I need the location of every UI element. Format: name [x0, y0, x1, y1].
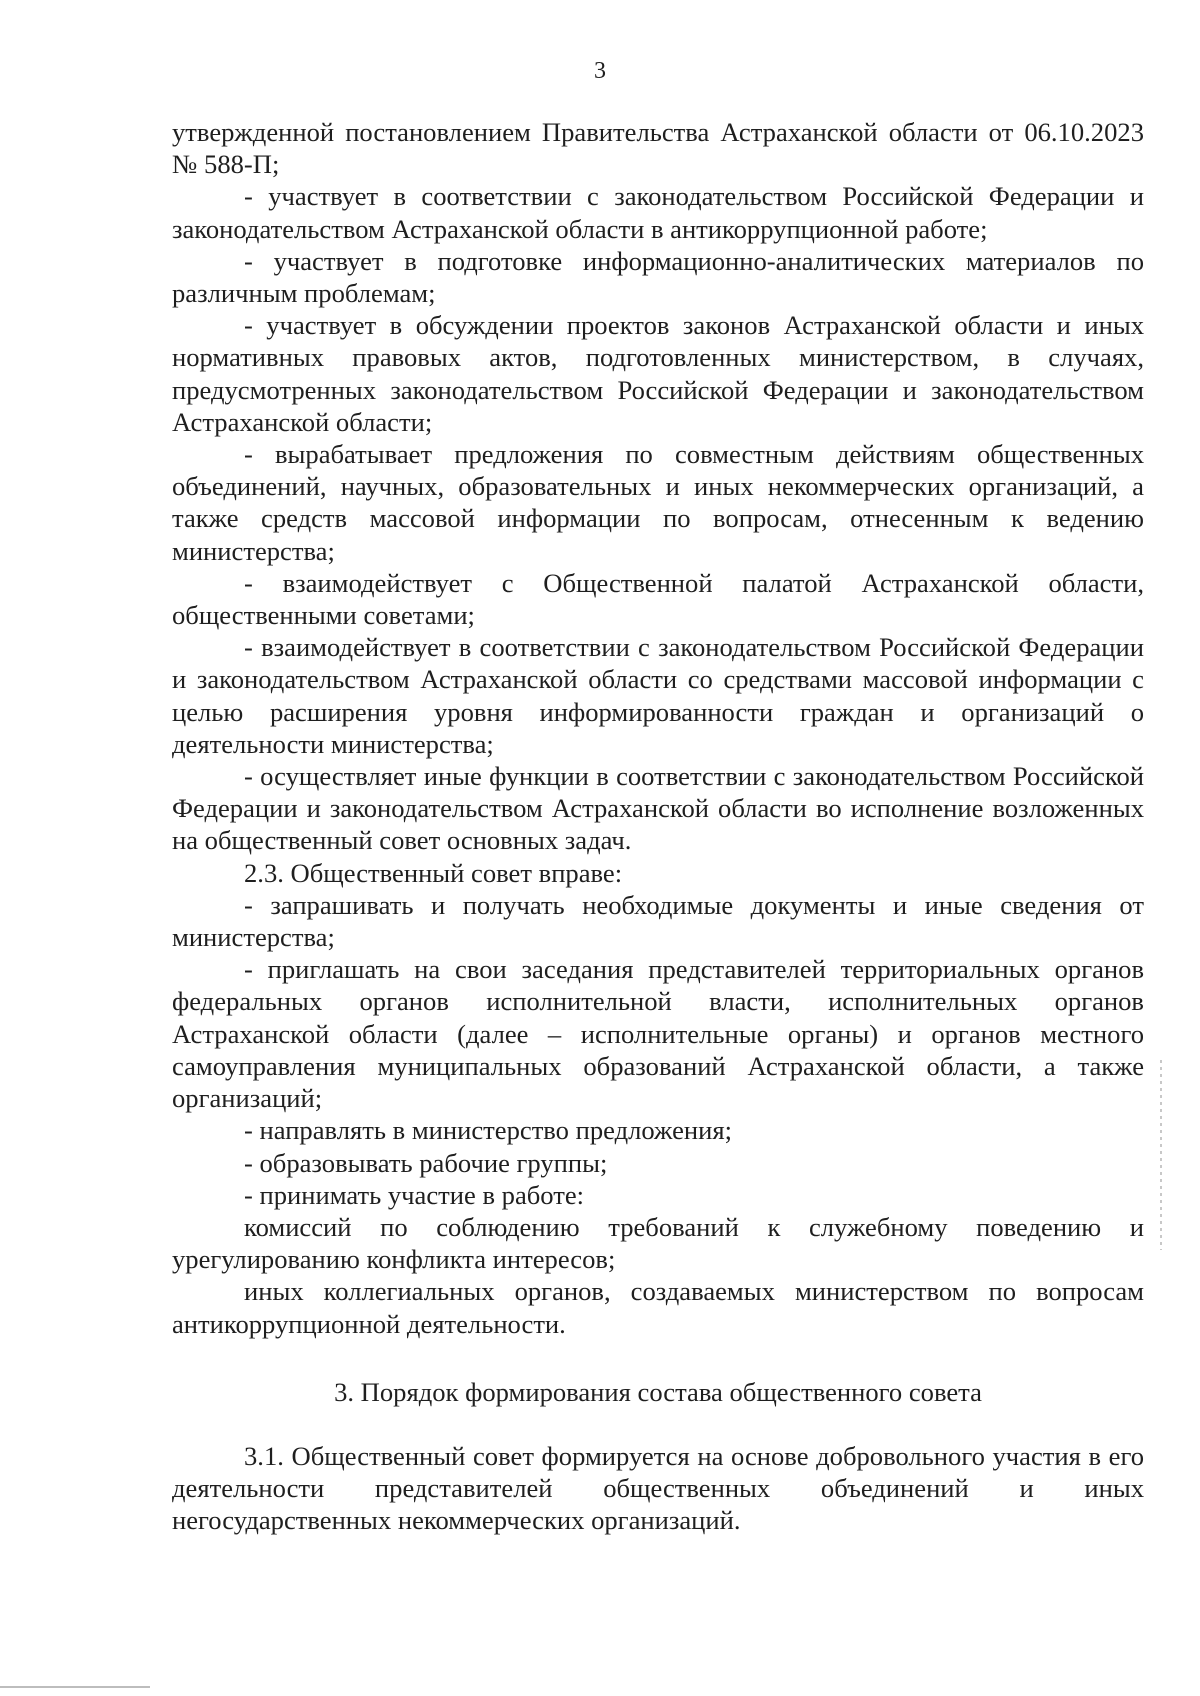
paragraph-invite: - приглашать на свои заседания представителей территориальных органов федеральных органов исполнительной власти, исполнительных органов Астраханской области (далее – исполнительные органы) и органов местного самоуправления муниципальных образований Астраханской области, а также организаций; — [172, 954, 1144, 1114]
paragraph-anticorruption: - участвует в соответствии с законодательством Российской Федерации и законодательством Астраханской области в антикоррупционной работе; — [172, 181, 1144, 244]
paragraph-draft-laws: - участвует в обсуждении проектов законов Астраханской области и иных нормативных правовых актов, подготовленных министерством, в случаях, предусмотренных законодательством Российской Федерации и законодательством Астраханской области; — [172, 310, 1144, 437]
paragraph-participate: - принимать участие в работе: — [244, 1179, 585, 1210]
paragraph-send-proposals: - направлять в министерство предложения; — [244, 1115, 732, 1146]
paragraph-working-groups: - образовывать рабочие группы; — [244, 1147, 608, 1178]
paragraph-collegial-bodies: иных коллегиальных органов, создаваемых министерством по вопросам антикоррупционной деятельности. — [172, 1276, 1144, 1339]
section-heading: 3. Порядок формирования состава общественного совета — [334, 1376, 982, 1407]
page-number: 3 — [594, 58, 606, 84]
paragraph-public-chamber: - взаимодействует с Общественной палатой Астраханской области, общественными советами; — [172, 567, 1144, 631]
document-body — [172, 116, 1144, 1537]
clause-3-1: 3.1. Общественный совет формируется на основе добровольного участия в его деятельности представителей общественных объединений и иных негосударственных некоммерческих организаций. — [172, 1440, 1144, 1536]
scan-artifact-mark — [1160, 1060, 1162, 1250]
clause-2-3: 2.3. Общественный совет вправе: — [244, 857, 623, 888]
paragraph-commissions: комиссий по соблюдению требований к служебному поведению и урегулированию конфликта интересов; — [172, 1211, 1144, 1275]
paragraph-continuation: утвержденной постановлением Правительства Астраханской области от 06.10.2023 № 588-П; — [172, 117, 1144, 180]
paragraph-analytics: - участвует в подготовке информационно-аналитических материалов по различным проблемам; — [172, 245, 1144, 309]
paragraph-proposals: - вырабатывает предложения по совместным действиям общественных объединений, научных, образовательных и иных некоммерческих организаций, а также средств массовой информации по вопросам, отнесенным к ведению министерства; — [172, 439, 1144, 566]
paragraph-other-functions: - осуществляет иные функции в соответствии с законодательством Российской Федерации и законодательством Астраханской области во исполнение возложенных на общественный совет основных задач. — [172, 761, 1144, 856]
paragraph-media: - взаимодействует в соответствии с законодательством Российской Федерации и законодательством Астраханской области со средствами массовой информации с целью расширения уровня информированности граждан и организаций о деятельности министерства; — [172, 632, 1144, 759]
scan-artifact-line — [0, 1686, 150, 1688]
paragraph-request-documents: - запрашивать и получать необходимые документы и иные сведения от министерства; — [172, 889, 1144, 953]
